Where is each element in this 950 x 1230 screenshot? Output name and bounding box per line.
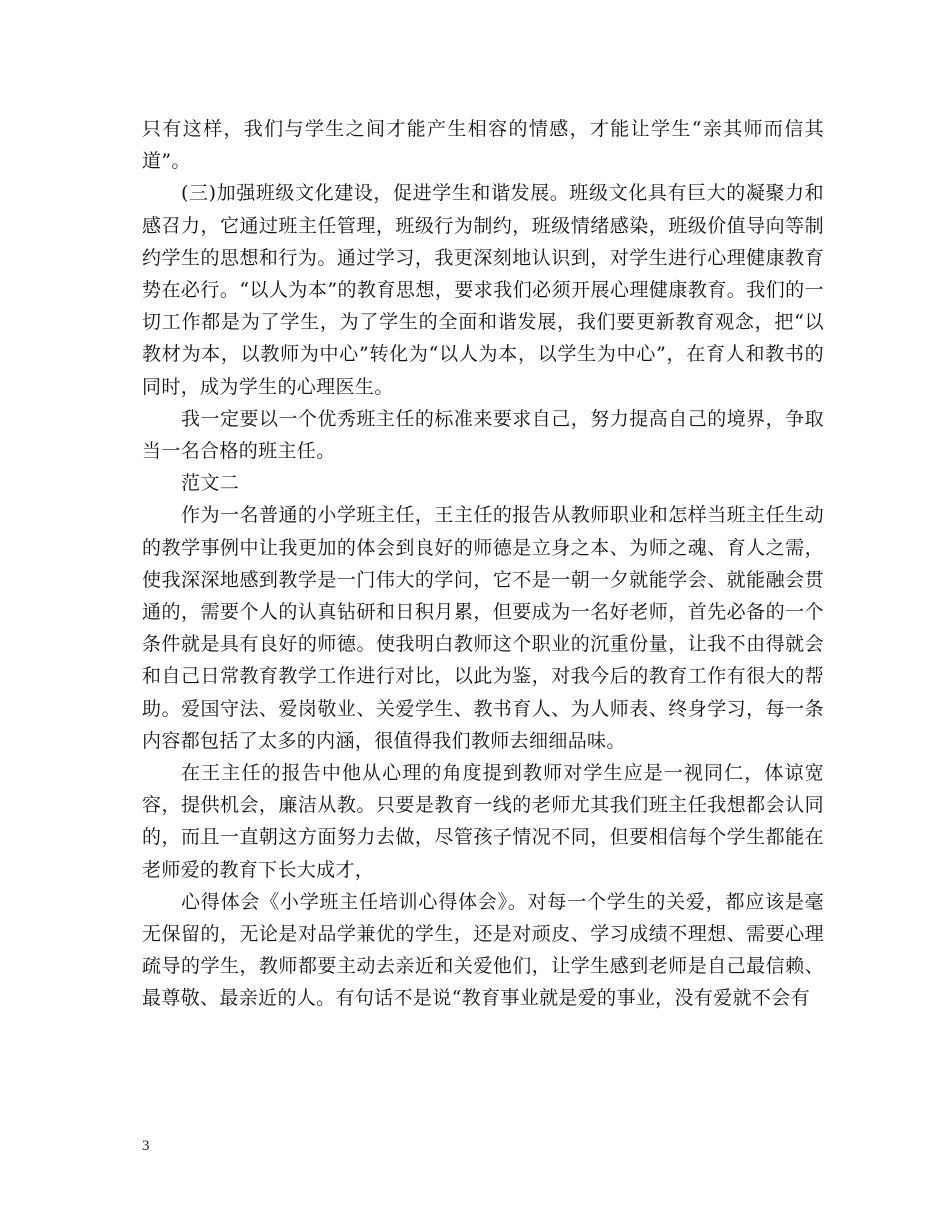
document-body xyxy=(142,113,824,1015)
paragraph-teacher-ethics: 作为一名普通的小学班主任，王主任的报告从教师职业和怎样当班主任生动的教学事例中让我更加的体会到良好的师德是立身之本、为师之魂、育人之需，使我深深地感到教学是一门伟大的学问，它不是一朝一夕就能学会、就能融会贯通的，需要个人的认真钻研和日积月累，但要成为一名好老师，首先必备的一个条件就是具有良好的师德。使我明白教师这个职业的沉重份量，让我不由得就会和自己日常教育教学工作进行对比，以此为鉴，对我今后的教育工作有很大的帮助。爱国守法、爱岗敬业、关爱学生、教书育人、为人师表、终身学习，每一条内容都包括了太多的内涵，很值得我们教师去细细品味。 xyxy=(142,504,824,752)
paragraph-psychology-report: 在王主任的报告中他从心理的角度提到教师对学生应是一视同仁，体谅宽容，提供机会，廉洁从教。只要是教育一线的老师尤其我们班主任我想都会认同的，而且一直朝这方面努力去做，尽管孩子情况不同，但要相信每个学生都能在老师爱的教育下长大成才， xyxy=(142,762,824,881)
page-number: 3 xyxy=(142,1138,150,1154)
paragraph-commitment: 我一定要以一个优秀班主任的标准来要求自己，努力提高自己的境界，争取当一名合格的班主任。 xyxy=(142,407,824,463)
paragraph-closing-sentence: 只有这样，我们与学生之间才能产生相容的情感，才能让学生“亲其师而信其道”。 xyxy=(142,118,824,173)
paragraph-caring-students: 心得体会《小学班主任培训心得体会》。对每一个学生的关爱，都应该是毫无保留的，无论是对品学兼优的学生，还是对顽皮、学习成绩不理想、需要心理疏导的学生，教师都要主动去亲近和关爱他们，让学生感到老师是自己最信赖、最尊敬、最亲近的人。有句话不是说“教育事业就是爱的事业，没有爱就不会有 xyxy=(142,890,824,1010)
section-heading-sample-two: 范文二 xyxy=(181,472,240,495)
paragraph-class-culture: (三)加强班级文化建设，促进学生和谐发展。班级文化具有巨大的凝聚力和感召力，它通过班主任管理，班级行为制约，班级情绪感染，班级价值导向等制约学生的思想和行为。通过学习，我更深刻地认识到，对学生进行心理健康教育势在必行。“以人为本”的教育思想，要求我们必须开展心理健康教育。我们的一切工作都是为了学生，为了学生的全面和谐发展，我们要更新教育观念，把“以教材为本，以教师为中心”转化为“以人为本，以学生为中心”，在育人和教书的同时，成为学生的心理医生。 xyxy=(142,182,824,398)
